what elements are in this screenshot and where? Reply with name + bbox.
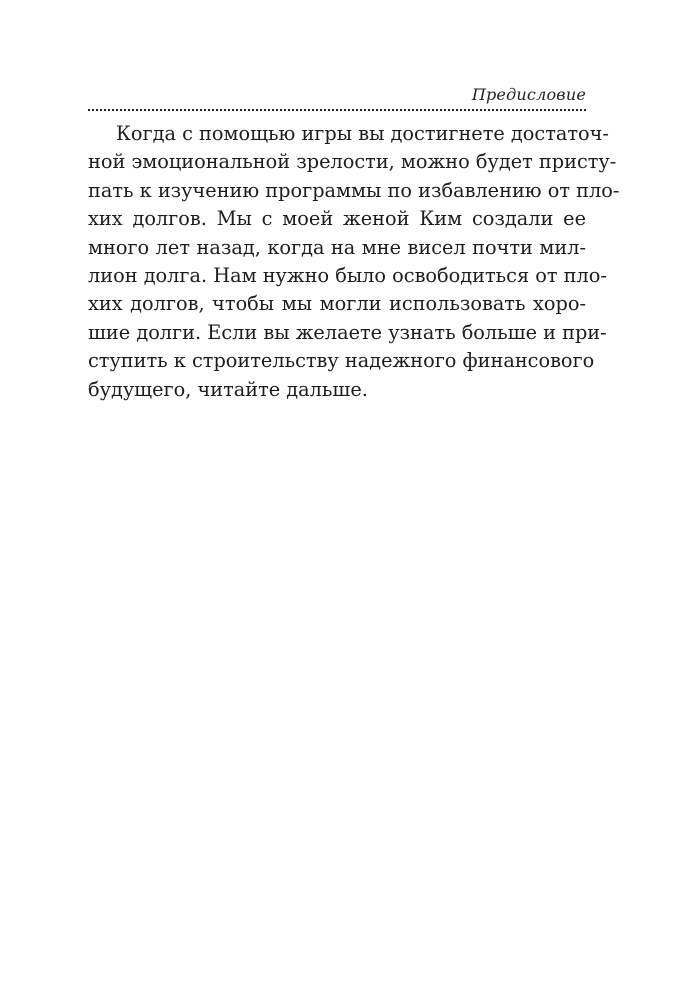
text-line: будущего, читайте дальше. [88,377,368,401]
body-paragraph [88,120,620,404]
text-line: лион долга. Нам нужно было освободиться от пло- [88,263,607,287]
text-line: много лет назад, когда на мне висел почти мил- [88,235,586,259]
text-line: ступить к строительству надежного финансового [88,349,595,373]
text-line: хих долгов, чтобы мы могли использовать хоро- [88,292,586,316]
text-line: Когда с помощью игры вы достигнете достаточ- [116,122,609,145]
running-header: Предисловие [471,85,586,104]
text-line: пать к изучению программы по избавлению от пло- [88,178,620,202]
dotted-header-rule [88,109,586,111]
text-line: ной эмоциональной зрелости, можно будет присту- [88,150,617,174]
text-line: хих долгов. Мы с моей женой Ким создали ее [88,207,586,231]
text-line: шие долги. Если вы желаете узнать больше и при- [88,320,607,344]
